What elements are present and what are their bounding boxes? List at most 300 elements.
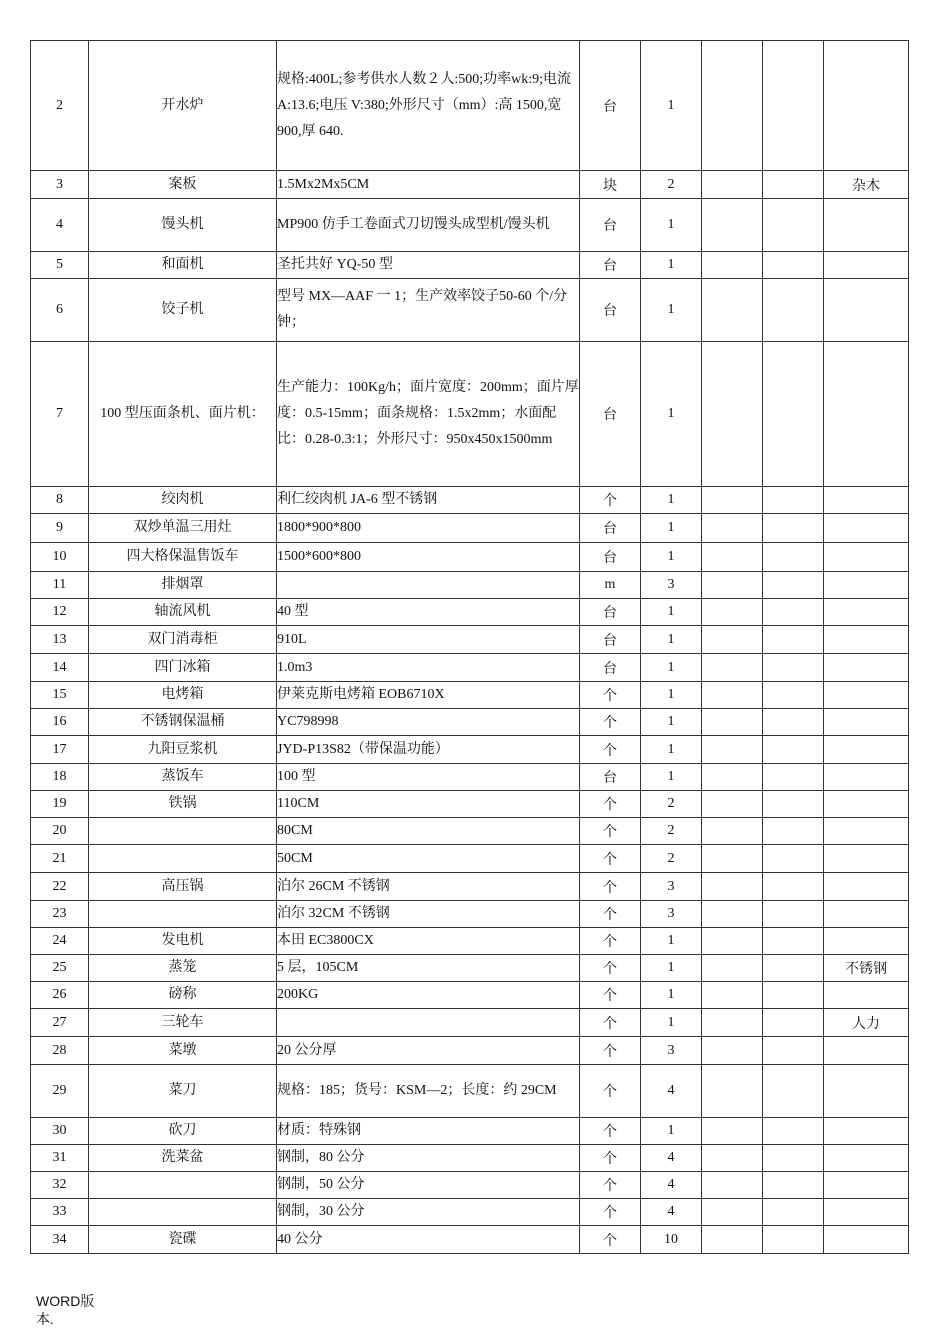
- unit-cell: 个: [580, 1226, 641, 1254]
- empty-cell: [763, 955, 824, 982]
- quantity-cell: 1: [641, 279, 702, 342]
- empty-cell: [702, 279, 763, 342]
- unit-cell: 个: [580, 1065, 641, 1118]
- empty-cell: [763, 342, 824, 487]
- table-row: [31, 487, 909, 514]
- remark-cell: [824, 928, 909, 955]
- table-row: [31, 873, 909, 901]
- quantity-cell: 1: [641, 543, 702, 572]
- specification-cell: MP900 仿手工卷面式刀切馒头成型机/馒头机: [277, 199, 580, 252]
- remark-cell: [824, 626, 909, 654]
- quantity-cell: 1: [641, 982, 702, 1009]
- table-row: [31, 982, 909, 1009]
- quantity-cell: 4: [641, 1065, 702, 1118]
- row-number-cell: 9: [31, 514, 89, 543]
- empty-cell: [702, 487, 763, 514]
- empty-cell: [763, 982, 824, 1009]
- empty-cell: [702, 818, 763, 845]
- empty-cell: [763, 654, 824, 682]
- unit-cell: 个: [580, 955, 641, 982]
- empty-cell: [702, 845, 763, 873]
- remark-cell: [824, 873, 909, 901]
- unit-cell: 台: [580, 514, 641, 543]
- remark-cell: [824, 1145, 909, 1172]
- row-number-cell: 5: [31, 252, 89, 279]
- row-number-cell: 32: [31, 1172, 89, 1199]
- unit-cell: 个: [580, 709, 641, 736]
- unit-cell: 个: [580, 845, 641, 873]
- remark-cell: [824, 845, 909, 873]
- row-number-cell: 33: [31, 1199, 89, 1226]
- empty-cell: [763, 1172, 824, 1199]
- row-number-cell: 28: [31, 1037, 89, 1065]
- empty-cell: [702, 1065, 763, 1118]
- empty-cell: [763, 599, 824, 626]
- item-name-cell: 100 型压面条机、面片机：: [89, 342, 277, 487]
- row-number-cell: 3: [31, 171, 89, 199]
- table-row: [31, 928, 909, 955]
- remark-cell: [824, 1199, 909, 1226]
- specification-cell: [277, 1009, 580, 1037]
- empty-cell: [702, 654, 763, 682]
- remark-cell: [824, 901, 909, 928]
- specification-cell: JYD-P13S82（带保温功能）: [277, 736, 580, 764]
- specification-cell: 1.0m3: [277, 654, 580, 682]
- table-row: [31, 791, 909, 818]
- specification-cell: 200KG: [277, 982, 580, 1009]
- quantity-cell: 2: [641, 791, 702, 818]
- footer-version: 版: [80, 1295, 95, 1310]
- unit-cell: 个: [580, 901, 641, 928]
- specification-cell: 80CM: [277, 818, 580, 845]
- row-number-cell: 25: [31, 955, 89, 982]
- empty-cell: [702, 342, 763, 487]
- table-row: [31, 709, 909, 736]
- table-row: [31, 599, 909, 626]
- table-row: [31, 955, 909, 982]
- empty-cell: [763, 928, 824, 955]
- item-name-cell: 开水炉: [89, 41, 277, 171]
- item-name-cell: 三轮车: [89, 1009, 277, 1037]
- quantity-cell: 1: [641, 342, 702, 487]
- empty-cell: [763, 252, 824, 279]
- remark-cell: [824, 514, 909, 543]
- row-number-cell: 12: [31, 599, 89, 626]
- row-number-cell: 21: [31, 845, 89, 873]
- empty-cell: [763, 199, 824, 252]
- empty-cell: [702, 1118, 763, 1145]
- quantity-cell: 1: [641, 1118, 702, 1145]
- unit-cell: 个: [580, 818, 641, 845]
- specification-cell: 圣托共好 YQ-50 型: [277, 252, 580, 279]
- empty-cell: [763, 791, 824, 818]
- specification-cell: 钢制，30 公分: [277, 1199, 580, 1226]
- empty-cell: [702, 599, 763, 626]
- quantity-cell: 1: [641, 955, 702, 982]
- row-number-cell: 24: [31, 928, 89, 955]
- empty-cell: [702, 928, 763, 955]
- quantity-cell: 3: [641, 572, 702, 599]
- unit-cell: 台: [580, 342, 641, 487]
- specification-cell: 1.5Mx2Mx5CM: [277, 171, 580, 199]
- empty-cell: [702, 709, 763, 736]
- item-name-cell: 和面机: [89, 252, 277, 279]
- quantity-cell: 1: [641, 514, 702, 543]
- table-row: [31, 252, 909, 279]
- table-row: [31, 1145, 909, 1172]
- unit-cell: 台: [580, 252, 641, 279]
- remark-cell: [824, 1065, 909, 1118]
- item-name-cell: 案板: [89, 171, 277, 199]
- empty-cell: [763, 171, 824, 199]
- empty-cell: [763, 572, 824, 599]
- specification-cell: 1800*900*800: [277, 514, 580, 543]
- remark-cell: [824, 709, 909, 736]
- empty-cell: [763, 682, 824, 709]
- item-name-cell: [89, 1172, 277, 1199]
- empty-cell: [702, 1172, 763, 1199]
- specification-cell: 规格:400L;参考供水人数２人:500;功率wk:9;电流 A:13.6;电压 V:380;外形尺寸（mm）:高 1500,宽 900,厚 640.: [277, 41, 580, 171]
- item-name-cell: 洗菜盆: [89, 1145, 277, 1172]
- row-number-cell: 27: [31, 1009, 89, 1037]
- empty-cell: [702, 901, 763, 928]
- item-name-cell: [89, 818, 277, 845]
- empty-cell: [763, 764, 824, 791]
- empty-cell: [702, 791, 763, 818]
- quantity-cell: 1: [641, 199, 702, 252]
- empty-cell: [763, 279, 824, 342]
- row-number-cell: 10: [31, 543, 89, 572]
- remark-cell: [824, 487, 909, 514]
- table-row: [31, 1009, 909, 1037]
- item-name-cell: 砍刀: [89, 1118, 277, 1145]
- unit-cell: 个: [580, 928, 641, 955]
- item-name-cell: 双门消毒柜: [89, 626, 277, 654]
- item-name-cell: 高压锅: [89, 873, 277, 901]
- unit-cell: 个: [580, 791, 641, 818]
- specification-cell: 伊莱克斯电烤箱 EOB6710X: [277, 682, 580, 709]
- quantity-cell: 1: [641, 709, 702, 736]
- empty-cell: [702, 626, 763, 654]
- specification-cell: 20 公分厚: [277, 1037, 580, 1065]
- table-row: [31, 543, 909, 572]
- row-number-cell: 6: [31, 279, 89, 342]
- remark-cell: 人力: [824, 1009, 909, 1037]
- item-name-cell: 馒头机: [89, 199, 277, 252]
- empty-cell: [763, 1118, 824, 1145]
- row-number-cell: 30: [31, 1118, 89, 1145]
- specification-cell: 40 型: [277, 599, 580, 626]
- item-name-cell: 排烟罩: [89, 572, 277, 599]
- table-row: [31, 514, 909, 543]
- row-number-cell: 4: [31, 199, 89, 252]
- table-row: [31, 654, 909, 682]
- empty-cell: [763, 709, 824, 736]
- row-number-cell: 34: [31, 1226, 89, 1254]
- quantity-cell: 1: [641, 41, 702, 171]
- specification-cell: 泊尔 32CM 不锈钢: [277, 901, 580, 928]
- quantity-cell: 3: [641, 1037, 702, 1065]
- item-name-cell: 菜刀: [89, 1065, 277, 1118]
- row-number-cell: 17: [31, 736, 89, 764]
- empty-cell: [763, 873, 824, 901]
- quantity-cell: 2: [641, 818, 702, 845]
- footer-watermark: [36, 1292, 94, 1330]
- specification-cell: 1500*600*800: [277, 543, 580, 572]
- table-row: [31, 1118, 909, 1145]
- row-number-cell: 7: [31, 342, 89, 487]
- item-name-cell: 发电机: [89, 928, 277, 955]
- unit-cell: 块: [580, 171, 641, 199]
- remark-cell: 不锈钢: [824, 955, 909, 982]
- empty-cell: [702, 873, 763, 901]
- remark-cell: 杂木: [824, 171, 909, 199]
- equipment-table: [30, 40, 909, 1254]
- row-number-cell: 16: [31, 709, 89, 736]
- table-row: [31, 845, 909, 873]
- row-number-cell: 26: [31, 982, 89, 1009]
- specification-cell: 钢制，80 公分: [277, 1145, 580, 1172]
- empty-cell: [702, 41, 763, 171]
- item-name-cell: [89, 845, 277, 873]
- empty-cell: [763, 1009, 824, 1037]
- table-row: [31, 736, 909, 764]
- unit-cell: 个: [580, 1199, 641, 1226]
- table-row: [31, 342, 909, 487]
- quantity-cell: 1: [641, 736, 702, 764]
- equipment-table-body: [31, 41, 909, 1254]
- empty-cell: [763, 736, 824, 764]
- unit-cell: 个: [580, 487, 641, 514]
- specification-cell: 50CM: [277, 845, 580, 873]
- quantity-cell: 1: [641, 1009, 702, 1037]
- unit-cell: 个: [580, 736, 641, 764]
- quantity-cell: 3: [641, 873, 702, 901]
- row-number-cell: 14: [31, 654, 89, 682]
- row-number-cell: 29: [31, 1065, 89, 1118]
- empty-cell: [763, 487, 824, 514]
- unit-cell: 个: [580, 682, 641, 709]
- remark-cell: [824, 279, 909, 342]
- empty-cell: [702, 736, 763, 764]
- row-number-cell: 20: [31, 818, 89, 845]
- table-row: [31, 626, 909, 654]
- empty-cell: [702, 514, 763, 543]
- table-row: [31, 1172, 909, 1199]
- specification-cell: 110CM: [277, 791, 580, 818]
- specification-cell: [277, 572, 580, 599]
- quantity-cell: 4: [641, 1199, 702, 1226]
- quantity-cell: 1: [641, 599, 702, 626]
- row-number-cell: 2: [31, 41, 89, 171]
- unit-cell: 台: [580, 764, 641, 791]
- row-number-cell: 22: [31, 873, 89, 901]
- row-number-cell: 13: [31, 626, 89, 654]
- remark-cell: [824, 41, 909, 171]
- empty-cell: [763, 1226, 824, 1254]
- item-name-cell: 轴流风机: [89, 599, 277, 626]
- row-number-cell: 11: [31, 572, 89, 599]
- row-number-cell: 15: [31, 682, 89, 709]
- unit-cell: 台: [580, 626, 641, 654]
- remark-cell: [824, 252, 909, 279]
- specification-cell: 型号 MX—AAF 一 1；生产效率饺子50-60 个/分钟；: [277, 279, 580, 342]
- remark-cell: [824, 1226, 909, 1254]
- item-name-cell: 电烤箱: [89, 682, 277, 709]
- item-name-cell: 瓷碟: [89, 1226, 277, 1254]
- item-name-cell: 绞肉机: [89, 487, 277, 514]
- empty-cell: [702, 1037, 763, 1065]
- table-row: [31, 1037, 909, 1065]
- unit-cell: 个: [580, 1172, 641, 1199]
- table-row: [31, 682, 909, 709]
- remark-cell: [824, 982, 909, 1009]
- item-name-cell: 四大格保温售饭车: [89, 543, 277, 572]
- empty-cell: [702, 682, 763, 709]
- empty-cell: [763, 41, 824, 171]
- quantity-cell: 1: [641, 654, 702, 682]
- unit-cell: 台: [580, 199, 641, 252]
- item-name-cell: [89, 1199, 277, 1226]
- unit-cell: 台: [580, 279, 641, 342]
- empty-cell: [702, 1226, 763, 1254]
- empty-cell: [702, 764, 763, 791]
- remark-cell: [824, 342, 909, 487]
- empty-cell: [702, 199, 763, 252]
- specification-cell: 规格：185；货号：KSM—2；长度：约 29CM: [277, 1065, 580, 1118]
- unit-cell: 台: [580, 543, 641, 572]
- item-name-cell: 磅称: [89, 982, 277, 1009]
- empty-cell: [763, 514, 824, 543]
- item-name-cell: 不锈钢保温桶: [89, 709, 277, 736]
- empty-cell: [702, 1199, 763, 1226]
- row-number-cell: 23: [31, 901, 89, 928]
- table-row: [31, 1199, 909, 1226]
- quantity-cell: 1: [641, 764, 702, 791]
- quantity-cell: 2: [641, 171, 702, 199]
- table-row: [31, 1065, 909, 1118]
- empty-cell: [702, 252, 763, 279]
- quantity-cell: 3: [641, 901, 702, 928]
- quantity-cell: 1: [641, 626, 702, 654]
- remark-cell: [824, 199, 909, 252]
- table-row: [31, 279, 909, 342]
- empty-cell: [702, 955, 763, 982]
- empty-cell: [763, 1145, 824, 1172]
- table-row: [31, 199, 909, 252]
- remark-cell: [824, 736, 909, 764]
- row-number-cell: 31: [31, 1145, 89, 1172]
- empty-cell: [763, 818, 824, 845]
- specification-cell: 泊尔 26CM 不锈钢: [277, 873, 580, 901]
- empty-cell: [702, 1009, 763, 1037]
- specification-cell: 钢制，50 公分: [277, 1172, 580, 1199]
- item-name-cell: [89, 901, 277, 928]
- row-number-cell: 18: [31, 764, 89, 791]
- remark-cell: [824, 1037, 909, 1065]
- unit-cell: m: [580, 572, 641, 599]
- empty-cell: [763, 1065, 824, 1118]
- empty-cell: [702, 982, 763, 1009]
- specification-cell: YC798998: [277, 709, 580, 736]
- table-row: [31, 171, 909, 199]
- empty-cell: [763, 543, 824, 572]
- specification-cell: 本田 EC3800CX: [277, 928, 580, 955]
- quantity-cell: 4: [641, 1172, 702, 1199]
- item-name-cell: 菜墩: [89, 1037, 277, 1065]
- item-name-cell: 蒸笼: [89, 955, 277, 982]
- specification-cell: 40 公分: [277, 1226, 580, 1254]
- unit-cell: 个: [580, 1037, 641, 1065]
- item-name-cell: 双炒单温三用灶: [89, 514, 277, 543]
- remark-cell: [824, 572, 909, 599]
- unit-cell: 台: [580, 599, 641, 626]
- table-row: [31, 818, 909, 845]
- unit-cell: 个: [580, 873, 641, 901]
- row-number-cell: 8: [31, 487, 89, 514]
- unit-cell: 个: [580, 1009, 641, 1037]
- unit-cell: 个: [580, 1145, 641, 1172]
- item-name-cell: 九阳豆浆机: [89, 736, 277, 764]
- quantity-cell: 2: [641, 845, 702, 873]
- remark-cell: [824, 654, 909, 682]
- unit-cell: 个: [580, 982, 641, 1009]
- remark-cell: [824, 543, 909, 572]
- empty-cell: [702, 1145, 763, 1172]
- unit-cell: 台: [580, 41, 641, 171]
- remark-cell: [824, 1172, 909, 1199]
- table-row: [31, 1226, 909, 1254]
- footer-line2: 本.: [36, 1313, 54, 1328]
- quantity-cell: 1: [641, 252, 702, 279]
- row-number-cell: 19: [31, 791, 89, 818]
- quantity-cell: 1: [641, 487, 702, 514]
- unit-cell: 台: [580, 654, 641, 682]
- specification-cell: 生产能力：100Kg/h；面片宽度：200mm；面片厚度：0.5-15mm；面条规格：1.5x2mm；水面配比：0.28-0.3:1；外形尺寸：950x450x1500mm: [277, 342, 580, 487]
- item-name-cell: 铁锅: [89, 791, 277, 818]
- empty-cell: [763, 845, 824, 873]
- specification-cell: 100 型: [277, 764, 580, 791]
- footer-word: WORD: [36, 1293, 81, 1309]
- table-row: [31, 764, 909, 791]
- specification-cell: 910L: [277, 626, 580, 654]
- quantity-cell: 4: [641, 1145, 702, 1172]
- empty-cell: [702, 171, 763, 199]
- quantity-cell: 1: [641, 928, 702, 955]
- empty-cell: [702, 572, 763, 599]
- specification-cell: 材质：特殊钢: [277, 1118, 580, 1145]
- remark-cell: [824, 1118, 909, 1145]
- remark-cell: [824, 818, 909, 845]
- empty-cell: [763, 626, 824, 654]
- remark-cell: [824, 682, 909, 709]
- item-name-cell: 饺子机: [89, 279, 277, 342]
- item-name-cell: 蒸饭车: [89, 764, 277, 791]
- table-row: [31, 41, 909, 171]
- quantity-cell: 10: [641, 1226, 702, 1254]
- empty-cell: [702, 543, 763, 572]
- empty-cell: [763, 1199, 824, 1226]
- remark-cell: [824, 599, 909, 626]
- remark-cell: [824, 791, 909, 818]
- table-row: [31, 572, 909, 599]
- empty-cell: [763, 901, 824, 928]
- table-row: [31, 901, 909, 928]
- empty-cell: [763, 1037, 824, 1065]
- unit-cell: 个: [580, 1118, 641, 1145]
- item-name-cell: 四门冰箱: [89, 654, 277, 682]
- specification-cell: 利仁绞肉机 JA-6 型不锈钢: [277, 487, 580, 514]
